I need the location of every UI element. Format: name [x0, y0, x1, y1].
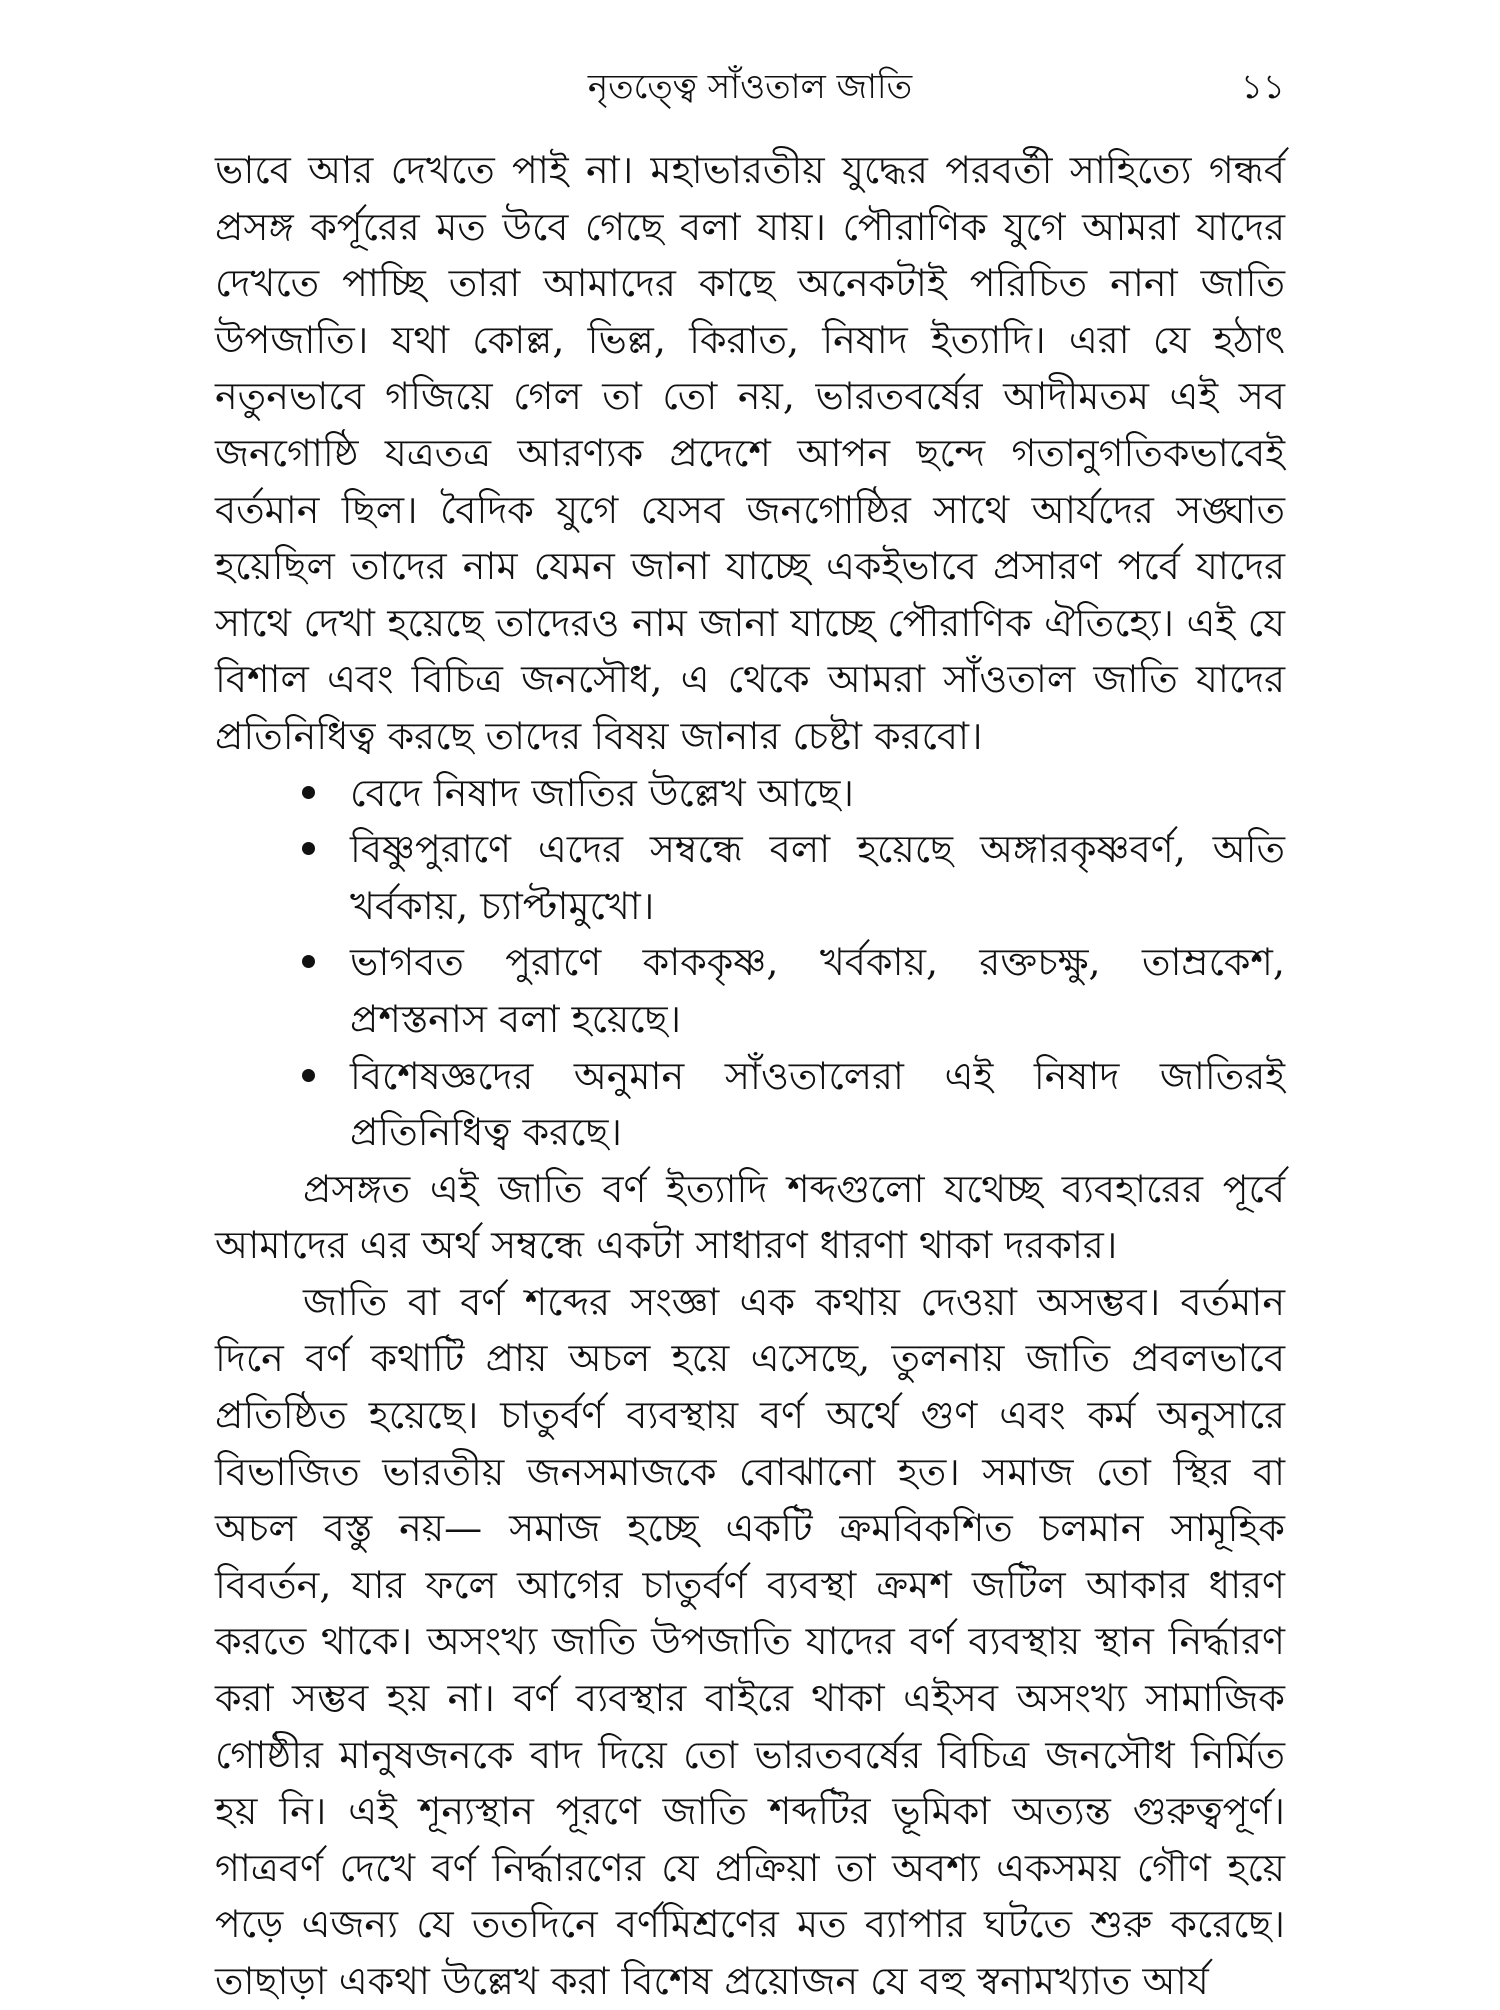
bullet-list — [215, 765, 1285, 1161]
bullet-item — [350, 821, 1285, 934]
bullet-item — [350, 1048, 1285, 1161]
bullet-text: বিষ্ণুপুরাণে এদের সম্বন্ধে বলা হয়েছে অঙ্গারকৃষ্ণবর্ণ, অতি খর্বকায়, চ্যাপ্টামুখো। — [350, 827, 1285, 928]
bullet-item — [350, 934, 1285, 1047]
running-title: নৃতত্ত্বে সাঁওতাল জাতি — [587, 67, 913, 107]
body-text — [215, 142, 1285, 2010]
paragraph-2: প্রসঙ্গত এই জাতি বর্ণ ইত্যাদি শব্দগুলো যথেচ্ছ ব্যবহারের পূর্বে আমাদের এর অর্থ সম্বন্ধে একটা সাধারণ ধারণা থাকা দরকার। — [215, 1166, 1285, 1268]
bullet-dot-icon — [302, 955, 315, 968]
paragraph-1: ভাবে আর দেখতে পাই না। মহাভারতীয় যুদ্ধের পরবর্তী সাহিত্যে গন্ধর্ব প্রসঙ্গ কর্পূরের মত উবে গেছে বলা যায়। পৌরাণিক যুগে আমরা যাদের দেখতে পাচ্ছি তারা আমাদের কাছে অনেকটাই পরিচিত নানা জাতি উপজাতি। যথা কোল্ল, ভিল্ল, কিরাত, নিষাদ ইত্যাদি। এরা যে হঠাৎ নতুনভাবে গজিয়ে গেল তা তো নয়, ভারতবর্ষের আদীমতম এই সব জনগোষ্ঠি যত্রতত্র আরণ্যক প্রদেশে আপন ছন্দে গতানুগতিকভাবেই বর্তমান ছিল। বৈদিক যুগে যেসব জনগোষ্ঠির সাথে আর্যদের সঙ্ঘাত হয়েছিল তাদের নাম যেমন জানা যাচ্ছে একইভাবে প্রসারণ পর্বে যাদের সাথে দেখা হয়েছে তাদেরও নাম জানা যাচ্ছে পৌরাণিক ঐতিহ্যে। এই যে বিশাল এবং বিচিত্র জনসৌধ, এ থেকে আমরা সাঁওতাল জাতি যাদের প্রতিনিধিত্ব করছে তাদের বিষয় জানার চেষ্টা করবো। — [215, 148, 1285, 758]
bullet-text: ভাগবত পুরাণে কাককৃষ্ণ, খর্বকায়, রক্তচক্ষু, তাম্রকেশ, প্রশস্তনাস বলা হয়েছে। — [350, 940, 1285, 1041]
bullet-dot-icon — [302, 1069, 315, 1082]
bullet-dot-icon — [302, 786, 315, 799]
bullet-dot-icon — [302, 842, 315, 855]
page-number: ১১ — [1240, 67, 1285, 107]
page-header — [215, 62, 1285, 112]
paragraph-3: জাতি বা বর্ণ শব্দের সংজ্ঞা এক কথায় দেওয়া অসম্ভব। বর্তমান দিনে বর্ণ কথাটি প্রায় অচল হয়ে এসেছে, তুলনায় জাতি প্রবলভাবে প্রতিষ্ঠিত হয়েছে। চাতুর্বর্ণ ব্যবস্থায় বর্ণ অর্থে গুণ এবং কর্ম অনুসারে বিভাজিত ভারতীয় জনসমাজকে বোঝানো হত। সমাজ তো স্থির বা অচল বস্তু নয়— সমাজ হচ্ছে একটি ক্রমবিকশিত চলমান সামূহিক বিবর্তন, যার ফলে আগের চাতুর্বর্ণ ব্যবস্থা ক্রমশ জটিল আকার ধারণ করতে থাকে। অসংখ্য জাতি উপজাতি যাদের বর্ণ ব্যবস্থায় স্থান নির্দ্ধারণ করা সম্ভব হয় না। বর্ণ ব্যবস্থার বাইরে থাকা এইসব অসংখ্য সামাজিক গোষ্ঠীর মানুষজনকে বাদ দিয়ে তো ভারতবর্ষের বিচিত্র জনসৌধ নির্মিত হয় নি। এই শূন্যস্থান পূরণে জাতি শব্দটির ভূমিকা অত্যন্ত গুরুত্বপূর্ণ। গাত্রবর্ণ দেখে বর্ণ নির্দ্ধারণের যে প্রক্রিয়া তা অবশ্য একসময় গৌণ হয়ে পড়ে এজন্য যে ততদিনে বর্ণমিশ্রণের মত ব্যাপার ঘটতে শুরু করেছে। তাছাড়া একথা উল্লেখ করা বিশেষ প্রয়োজন যে বহু স্বনামখ্যাত আর্য — [215, 1279, 1285, 2003]
bullet-item — [350, 765, 1285, 822]
bullet-text: বেদে নিষাদ জাতির উল্লেখ আছে। — [350, 770, 854, 815]
bullet-text: বিশেষজ্ঞদের অনুমান সাঁওতালেরা এই নিষাদ জাতিরই প্রতিনিধিত্ব করছে। — [350, 1053, 1285, 1155]
